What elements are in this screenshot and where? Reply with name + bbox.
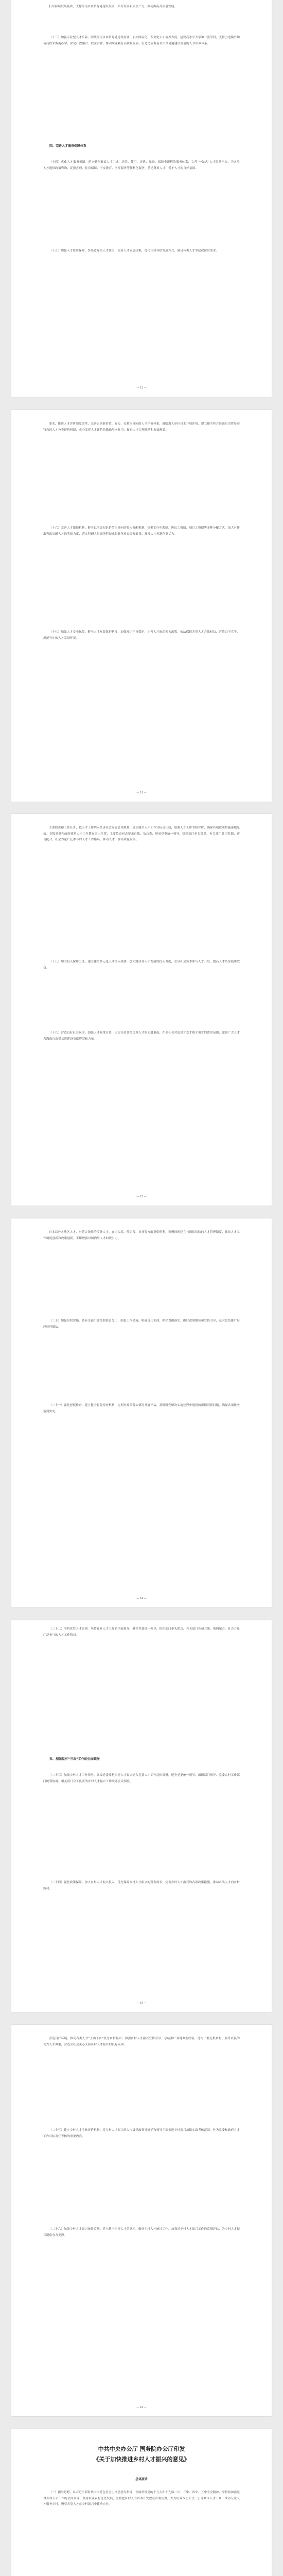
paragraph: （二十四）强化政策保障。加大乡村人才振兴投入，优先保障乡村人才振兴的资金需求，完善乡村人才振兴的各项政策措施，推动各类人才向乡村流动。 <box>43 1881 240 1890</box>
page-number: — 15 — <box>136 2002 147 2005</box>
paragraph: 主要职责和工作任务，把人才工作纳入经济社会发展总体规划，建立健全人才工作目标责任制，加强人才工作考核评价，确保各项政策措施落地见效。各级党委和政府要把人才工作摆在突出位置，主要负责同志要亲自抓、负总责，形成党委统一领导、组织部门牵头抓总、有关部门各司其职、密切配合，社会力量广泛参与的人才工作格局，推动人才工作高质量发展。 <box>43 826 240 842</box>
paragraph: 打牢持续发展基础，支撑海南自由贸易港建设发展，培育发展新质生产力，推动海南高质量发展。 <box>49 5 178 8</box>
document-page-3 <box>11 814 272 1206</box>
document-page-1 <box>11 0 272 397</box>
paragraph: 营造良好环境，推动各类人才“上山下乡”投身乡村振兴。加强乡村人才振兴宣传引导，总结推广各地典型经验，选树一批扎根乡村、服务农民的优秀人才典型，营造全社会关心支持乡村人才振兴的良好氛围。 <box>43 2037 240 2046</box>
paragraph: （十七）加强人才安全保障。健全人才权益保护制度，加强知识产权保护，完善人才流动相关政策，依法保障各类人才合法权益，营造公平竞争、规范有序的人才发展环境。 <box>43 631 240 640</box>
document-page-5 <box>11 1620 272 2012</box>
paragraph: （二十一）强化督促检查。建立健全督促检查机制，定期对政策落实情况开展评估，及时研究解决实施过程中遇到的新情况新问题，确保各项任务落到实处。 <box>43 1404 240 1413</box>
document-page-6 <box>11 2025 272 2416</box>
paragraph: （二十）加强组织实施。各有关部门要按照职责分工，细化工作措施，明确责任主体，抓好贯彻落实，做好政策解读和宣传引导，及时总结推广好经验好做法。 <box>43 1319 240 1329</box>
paragraph: （一）指导思想。以习近平新时代中国特色社会主义思想为指导，全面贯彻党的十九大和十九届二中、三中、四中、五中全会精神，坚持和加强党对乡村人才工作的全面领导，坚持农业农村优先发展，坚持把乡村人力资本开发放在首要位置，大力培养本土人才，引导城市人才下乡，推动专业人才服务乡村，吸引各类人才在乡村振兴中建功立业。 <box>43 2491 240 2506</box>
section-subtitle: 总体要求 <box>135 2478 148 2481</box>
paragraph: 日本以外各地区人才，对符合条件的境外人才，在出入境、停居留、执业等方面提供便利，积极探索建立与国际接轨的人才管理制度，推动人才工作制度创新和政策创新，不断增强对国内外人才的吸引力。 <box>43 1231 240 1240</box>
paragraph: （十三）加强专业型人才培养。围绕海南自由贸易港建设需要，加大国际化、专业化人才培养力度，建设高水平大学和一流学科，支持引进境外知名高校来海南办学，深化产教融合、校企合作，推动职业教育高质量发展，打造适应海南自由贸易港建设发展的人才培养体系。 <box>43 36 240 45</box>
section-heading: 四、完善人才服务保障体系 <box>49 144 87 148</box>
paragraph: 要求，推进人才评价制度改革，完善以创新价值、能力、贡献为导向的人才评价体系，鼓励用人单位自主开展评价，建立健全符合海南自由贸易港特点的人才分类评价机制，充分发挥人才评价的激励导向作用，促进人才合理流动和有效配置。 <box>43 422 240 432</box>
paragraph: （二十六）加强乡村人才振兴统计监测。建立健全乡村人才信息库，做好乡村人才统计工作，加强对乡村人才振兴工作的监测评估，为乡村人才振兴提供有力支撑。 <box>43 2228 240 2237</box>
paragraph: （十五）加强人才住房保障。多渠道筹集人才住房，完善人才安居政策，优化住房补贴发放方式，满足各类人才多层次住房需求。 <box>49 249 219 252</box>
paragraph: （二十三）加强乡村人才工作领导。各级党委要把乡村人才振兴纳入党委人才工作总体部署，健全党委统一领导、组织部门指导、党委农村工作部门统筹协调、相关部门分工负责的乡村人才振兴工作联席会议制度。 <box>43 1774 240 1783</box>
paragraph: （二十五）建立乡村人才考核评价机制。将乡村人才振兴纳入市县党政领导班子和领导干部推进乡村振兴战略实绩考核范围，作为党委和政府人才工作目标责任考核的重要内容。 <box>43 2129 240 2138</box>
paragraph: （十四）优化人才服务机制。建立健全覆盖人才引进、培养、使用、评价、激励、保障全流程的服务体系，完善“一站式”人才服务平台，为各类人才提供政策咨询、证照办理、住房保障、子女教育、医疗服务等便利化服务，营造尊重人才、爱护人才的良好氛围。 <box>43 161 240 170</box>
paragraph: （二十二）坚持党管人才原则。坚持党对人才工作的全面领导，健全党委统一领导，组织部门牵头抓总，有关部门各司其职、密切配合，社会力量广泛参与的人才工作格局。 <box>43 1628 240 1637</box>
paragraph: （十九）营造良好社会氛围。加强人才政策宣传，大力宣传各类优秀人才的先进事迹，在全社会营造识才爱才敬才用才的浓厚氛围，激励广大人才为海南自由贸易港建设贡献智慧和力量。 <box>43 1031 240 1041</box>
page-number: — 16 — <box>136 2406 147 2409</box>
page-number: — 13 — <box>136 1195 147 1198</box>
page-number: — 12 — <box>136 791 147 794</box>
page-number: — 14 — <box>136 1597 147 1600</box>
document-page-2 <box>11 410 272 802</box>
page-number: — 11 — <box>136 386 147 389</box>
paragraph: （十六）完善人才激励机制。健全以增加知识价值为导向的收入分配机制，探索实行年薪制、协议工资制、项目工资制等多种分配方式，加大对作出突出贡献人才的奖励力度，落实科研人员职务科技成果转化收益分配政策，激发人才创新创业活力。 <box>43 527 240 536</box>
document-title: 《关于加快推进乡村人才振兴的意见》 <box>93 2456 190 2463</box>
paragraph: （十八）加大投入保障力度。建立健全多元化人才投入机制，加大财政对人才发展的投入力度，引导社会资本参与人才开发，提高人才资金使用效益。 <box>43 960 240 970</box>
document-page-7 <box>11 2429 272 2576</box>
document-page-4 <box>11 1218 272 1607</box>
document-title: 中共中央办公厅 国务院办公厅印发 <box>98 2446 185 2452</box>
section-heading: 五、加强党对“三农”工作的全面领导 <box>49 1757 100 1761</box>
